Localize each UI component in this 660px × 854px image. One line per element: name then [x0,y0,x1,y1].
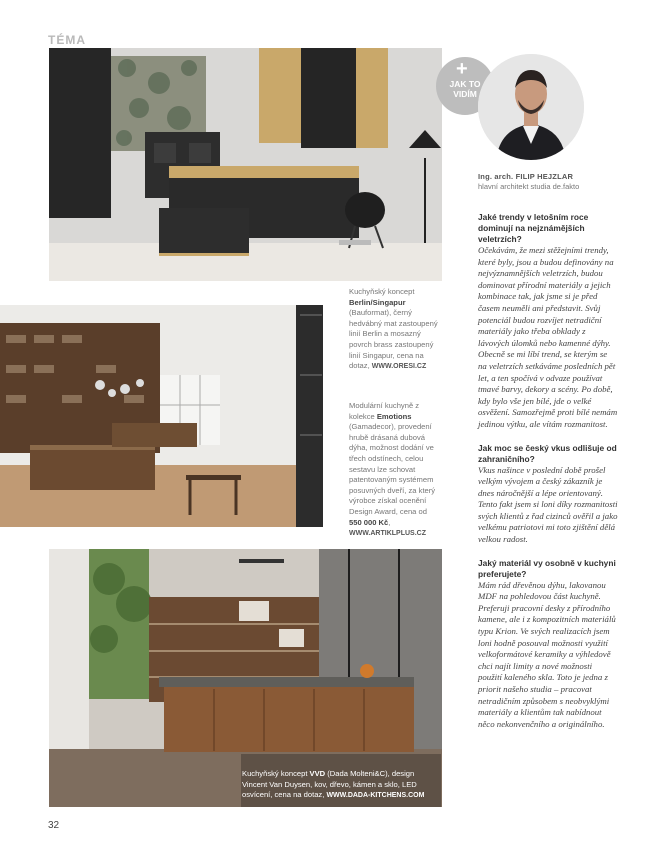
photo-illustration [49,48,442,281]
interview-answer: Mám rád dřevěnou dýhu, lakovanou MDF na pohledovou část kuchyně. Preferuji pracovní desky z přírodního kamene, ale i z kompozitních materiálů typu Krion. Ve svých realizacích jsem loni hodně posouval možnosti využití velkoformátové keramiky a výhledově chci najít limity a nové možnosti použití kaleného skla. Toto je jedna z priorit našeho studia – pracovat netradičním způsobem s neobvyklými materiály a klientům tak nabídnout něco nekonvenčního a originálního. [478,579,616,729]
author-byline [478,172,638,192]
portrait-illustration [478,54,584,160]
interview-question: Jaký materiál vy osobně v kuchyni preferujete? [478,557,616,579]
plus-icon: + [456,58,468,80]
interview-column [478,212,618,742]
kitchen-photo-berlin-singapur [49,48,442,281]
author-role: hlavní architekt studia de.fakto [478,182,580,191]
section-tag: TÉMA [48,33,86,47]
link-dada-kitchens[interactable]: WWW.DADA-KITCHENS.COM [326,792,425,800]
link-artiklplus[interactable]: WWW.ARTIKLPLUS.CZ [349,530,426,538]
interview-answer: Očekávám, že mezi stěžejními trendy, které byly, jsou a budou definovány na nejvýznamnějších veletrzích, budou dominovat přírodní materiály a jejich kombinace tak, jak jsme si je před časem neuměli ani představit. Svůj potenciál budou rozvíjet netradiční materiály jako třeba obklady z lávových úlomků nebo kamenné dýhy. Obecně se mi líbí trend, se kterým se na veletrzích setkáváme posledních pět let, a ten spočívá v odvaze používat tmavé barvy, dekory a scény. Po době, kdy bylo vše jen bílé, jde o velké osvěžení. Samozřejmě proti bílé nemám jedinou výtku, ale vítám rozmanitost. [478,245,618,429]
interview-question: Jaké trendy v letošním roce dominují na nejznámějších veletrzích? [478,212,589,244]
caption-emotions: Modulární kuchyně z kolekce Emotions (Gamadecor), provedení hrubě drásaná dubová dýha, možnost dodání ve třech odstínech, celou sestavu lze schovat patentovaným systémem posuvných dveří, za který výrobce získal ocenění Design Award, cena od 550 000 Kč, WWW.ARTIKLPLUS.CZ [349,401,436,538]
interview-answer: Vkus našince v poslední době prošel velkým vývojem a český zákazník je dnes náročnější a lépe orientovaný. Tento fakt jsem si loni díky rozmanitosti svých klientů z řad cizinců ověřil a jako velkému patriotovi mi toto zjištění dělá velkou radost. [478,464,618,545]
page-number: 32 [48,820,60,831]
interview-question: Jak moc se český vkus odlišuje od zahraničního? [478,442,617,464]
caption-berlin-singapur: Kuchyňský koncept Berlin/Singapur (Bauformat), černý hedvábný mat zastoupený linií Berlin a mosazný povrch brass zastoupený linií Singapur, cena na dotaz, WWW.ORESI.CZ [349,287,438,371]
link-oresi[interactable]: WWW.ORESI.CZ [371,363,427,371]
kitchen-photo-emotions [0,305,323,527]
badge-label: JAK TO VIDÍM [449,79,481,99]
portrait-photo [478,54,584,160]
caption-vvd: Kuchyňský koncept VVD (Dada Molteni&C), design Vincent Van Duysen, kov, dřevo, kámen a sklo, LED osvícení, cena na dotaz, WWW.DADA-KITCHENS.COM [242,769,425,800]
photo-illustration [0,305,323,527]
author-name: Ing. arch. FILIP HEJZLAR [478,172,574,181]
